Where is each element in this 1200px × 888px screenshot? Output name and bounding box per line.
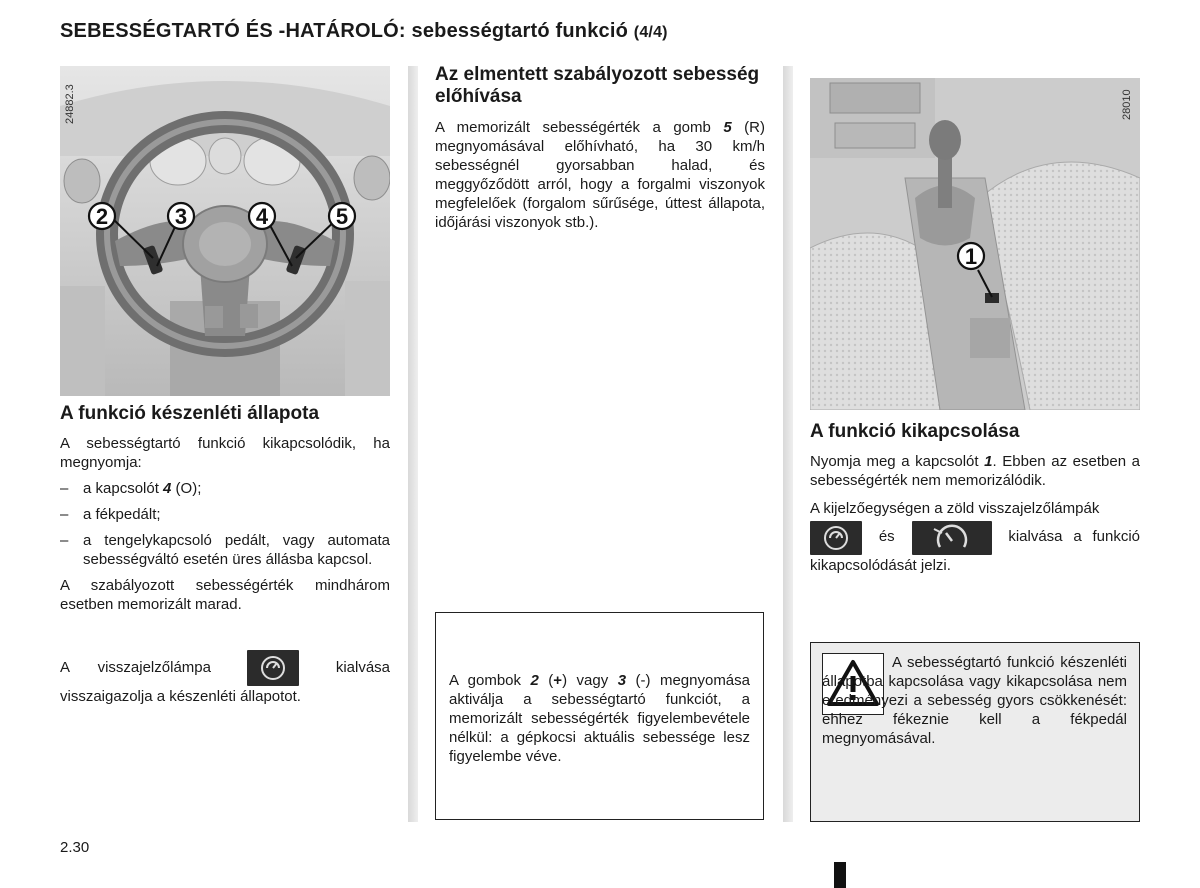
- column-separator-right: [783, 66, 793, 822]
- column-separator-left: [408, 66, 418, 822]
- recall-paragraph: A memorizált sebességérték a gomb 5 (R) megnyomásával előhívható, ha 30 km/h sebességnél gyorsabban halad, és meggyőződött arról, hogy a forgalmi viszonyok megfelelőek (forgalom sűrűsége, úttest állapota, időjárási viszonyok stb.).: [435, 119, 765, 231]
- list-item: – a tengelykapcsoló pedált, vagy automata sebességváltó esetén üres állásba kapcsol.: [60, 532, 390, 568]
- heading-deactivation: A funkció kikapcsolása: [810, 421, 1020, 442]
- svg-text:4: 4: [255, 204, 269, 229]
- page-edge-marker: [834, 862, 846, 888]
- callout-1: [958, 243, 984, 269]
- callout-5: [329, 203, 355, 229]
- indicator-paragraph: A visszajelzőlámpa kialvása visszaigazolja a készenléti állapotot.: [60, 650, 390, 707]
- svg-text:2: 2: [95, 204, 109, 229]
- note-box: [435, 612, 764, 820]
- svg-text:1: 1: [964, 244, 978, 269]
- steering-wheel-illustration: [60, 66, 390, 396]
- center-console-illustration: [810, 78, 1140, 410]
- indicators-paragraph: A kijelzőegységen a zöld visszajelzőlámpák és kialvása a funkció kikapcsolódását jelzi.: [810, 500, 1141, 574]
- speed-limiter-icon: [912, 521, 992, 555]
- svg-text:3: 3: [174, 204, 188, 229]
- cruise-control-standby-icon: [247, 650, 299, 686]
- callout-3: [168, 203, 194, 229]
- standby-intro: A sebességtartó funkció kikapcsolódik, ha megnyomja:: [60, 435, 390, 471]
- memorized-paragraph: A szabályozott sebességérték mindhárom esetben memorizált marad.: [60, 577, 390, 613]
- warning-text: A sebességtartó funkció készenléti állapotba kapcsolása vagy kikapcsolása nem eredményezi a sebesség gyors csökkenését: ehhez fékeznie kell a fékpedál megnyomásával.: [822, 654, 1127, 747]
- heading-recall: Az elmentett szabályozott sebesség előhívása: [435, 64, 760, 107]
- page-title: [60, 20, 668, 43]
- left-column-body: [60, 434, 390, 621]
- image-reference-right: 28010: [1121, 89, 1133, 120]
- warning-box: [810, 642, 1140, 822]
- image-reference-left: 24882.3: [64, 84, 76, 124]
- page-title-main: SEBESSÉGTARTÓ ÉS -HATÁROLÓ: sebességtartó funkció: [60, 20, 629, 42]
- center-console-drawing: [810, 78, 1140, 410]
- svg-text:5: 5: [335, 204, 349, 229]
- page-title-suffix: (4/4): [633, 24, 668, 41]
- callout-2: [89, 203, 115, 229]
- steering-wheel-drawing: [60, 66, 390, 396]
- list-item: – a kapcsolót 4 (O);: [60, 480, 202, 497]
- page-number: 2.30: [60, 839, 90, 856]
- note-text: A gombok 2 (+) vagy 3 (-) megnyomása aktiválja a sebességtartó funkciót, a memorizált sebességérték figyelembevétele nélkül: a gépkocsi aktuális sebessége lesz figyelembe véve.: [449, 672, 750, 765]
- cruise-control-icon: [810, 521, 862, 555]
- deactivation-paragraph: Nyomja meg a kapcsolót 1. Ebben az esetben a sebességérték nem memorizálódik.: [810, 453, 1140, 489]
- callout-4: [249, 203, 275, 229]
- list-item: – a fékpedált;: [60, 506, 161, 523]
- heading-standby: A funkció készenléti állapota: [60, 403, 320, 424]
